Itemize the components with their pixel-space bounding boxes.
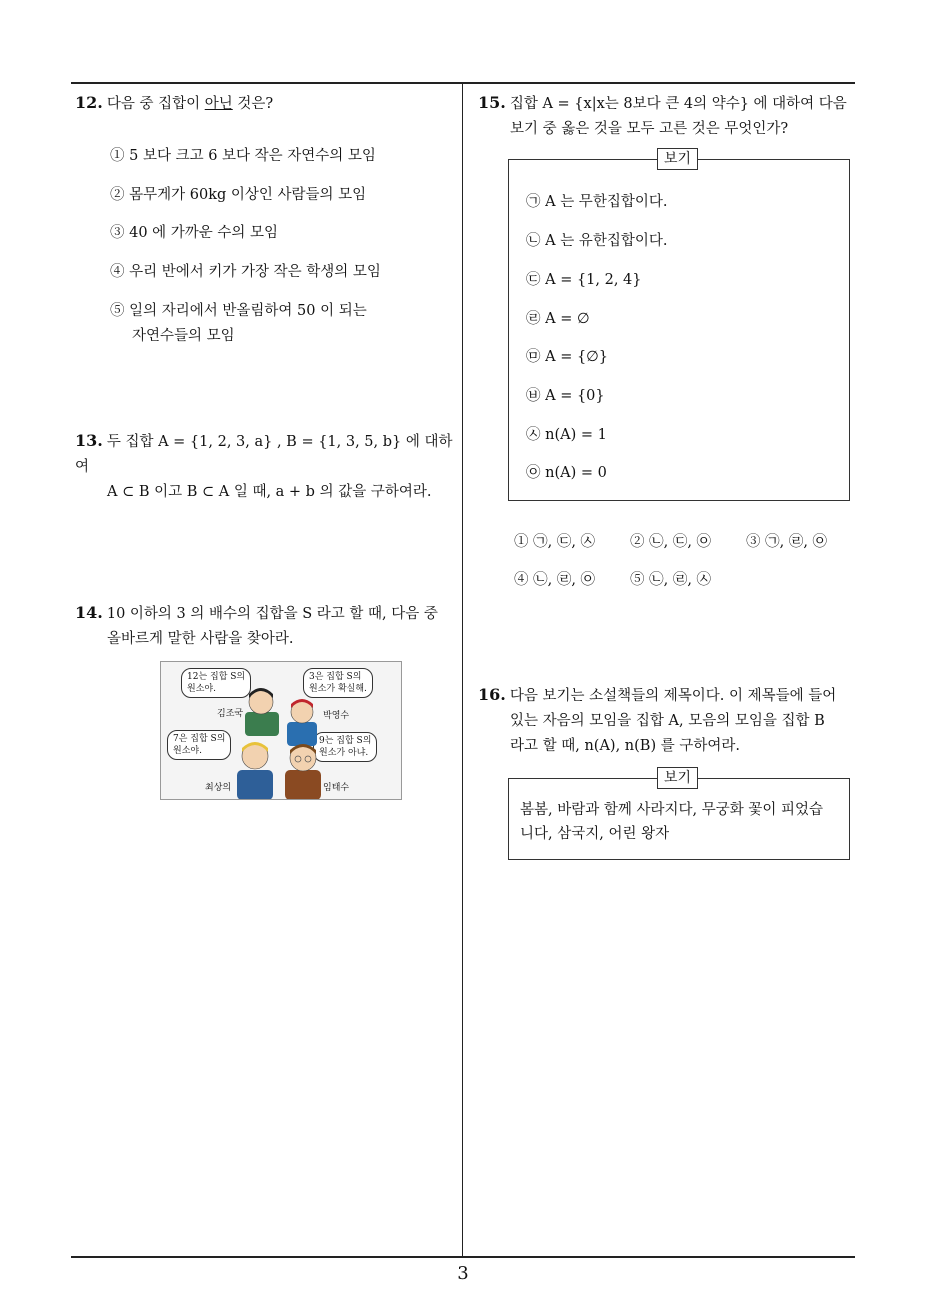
speech-bubble-2: 3은 집합 S의 원소가 확실해. (303, 668, 373, 698)
question-16-bogi-line-2: 니다, 삼국지, 어린 왕자 (520, 826, 670, 842)
bogi-item-1: ㉠ A 는 무한집합이다. (526, 194, 668, 210)
question-15-answer-5[interactable]: ⑤ ㉡, ㉣, ㉦ (630, 572, 712, 588)
page-number: 3 (457, 1263, 469, 1284)
speech-bubble-3: 7은 집합 S의 원소야. (167, 730, 231, 760)
bogi-item-7: ㉦ n(A) = 1 (526, 427, 607, 443)
question-12-option-3[interactable]: ③ 40 에 가까운 수의 모임 (110, 225, 279, 241)
character-icon-1 (245, 688, 279, 736)
question-12-option-1[interactable]: ① 5 보다 크고 6 보다 작은 자연수의 모임 (110, 148, 376, 164)
column-divider (462, 82, 463, 1256)
question-number: 12. (75, 93, 103, 112)
question-number: 13. (75, 431, 103, 450)
question-15-answer-4[interactable]: ④ ㉡, ㉣, ㉧ (514, 572, 596, 588)
character-name-3: 최상의 (205, 783, 232, 793)
character-name-2: 박영수 (323, 711, 350, 721)
character-name-4: 임태수 (323, 783, 350, 793)
bogi-item-2: ㉡ A 는 유한집합이다. (526, 233, 668, 249)
bogi-item-4: ㉣ A = ∅ (526, 311, 590, 327)
bogi-item-3: ㉢ A = {1, 2, 4} (526, 272, 642, 288)
bogi-item-5: ㉤ A = {∅} (526, 349, 609, 365)
question-12-stem: 12. 다음 중 집합이 아닌 것은? (75, 93, 274, 112)
question-15-answer-1[interactable]: ① ㉠, ㉢, ㉦ (514, 534, 596, 550)
question-12-option-2[interactable]: ② 몸무게가 60kg 이상인 사람들의 모임 (110, 187, 367, 203)
question-16-bogi-line-1: 봄봄, 바람과 함께 사라지다, 무궁화 꽃이 피었습 (520, 802, 824, 818)
speech-bubble-4: 9는 집합 S의 원소가 아냐. (313, 732, 377, 762)
speech-bubble-1: 12는 집합 S의 원소야. (181, 668, 251, 698)
question-13-stem: 13. 두 집합 A = {1, 2, 3, a} , B = {1, 3, 5, b} 에 대하여 A ⊂ B 이고 B ⊂ A 일 때, a + b 의 값을 구하여라. (75, 431, 453, 500)
question-15-answer-2[interactable]: ② ㉡, ㉢, ㉧ (630, 534, 712, 550)
bottom-rule (71, 1256, 855, 1258)
character-name-1: 김조국 (217, 709, 244, 719)
bogi-item-6: ㉥ A = {0} (526, 388, 605, 404)
question-number: 15. (478, 93, 506, 112)
question-15-stem: 15. 집합 A = {x|x는 8보다 큰 4의 약수} 에 대하여 다음 보기 중 옳은 것을 모두 고른 것은 무엇인가? (478, 93, 847, 137)
question-12-option-5[interactable]: ⑤ 일의 자리에서 반올림하여 50 이 되는 (110, 303, 367, 319)
question-14-stem: 14. 10 이하의 3 의 배수의 집합을 S 라고 할 때, 다음 중 올바르게 말한 사람을 찾아라. (75, 603, 438, 647)
character-icon-3 (237, 742, 273, 799)
question-12-option-5-cont: 자연수들의 모임 (132, 328, 235, 344)
question-number: 14. (75, 603, 103, 622)
question-15-bogi-title: 보기 (657, 148, 698, 170)
question-16-bogi-title: 보기 (657, 767, 698, 789)
bogi-item-8: ㉧ n(A) = 0 (526, 465, 607, 481)
question-16-stem: 16. 다음 보기는 소설책들의 제목이다. 이 제목들에 들어 있는 자음의 모임을 집합 A, 모음의 모임을 집합 B 라고 할 때, n(A), n(B) 를 구하여라. (478, 685, 837, 754)
question-15-answer-3[interactable]: ③ ㉠, ㉣, ㉧ (746, 534, 828, 550)
question-12-option-4[interactable]: ④ 우리 반에서 키가 가장 작은 학생의 모임 (110, 264, 381, 280)
top-rule (71, 82, 855, 84)
question-14-illustration (160, 661, 402, 800)
question-number: 16. (478, 685, 506, 704)
